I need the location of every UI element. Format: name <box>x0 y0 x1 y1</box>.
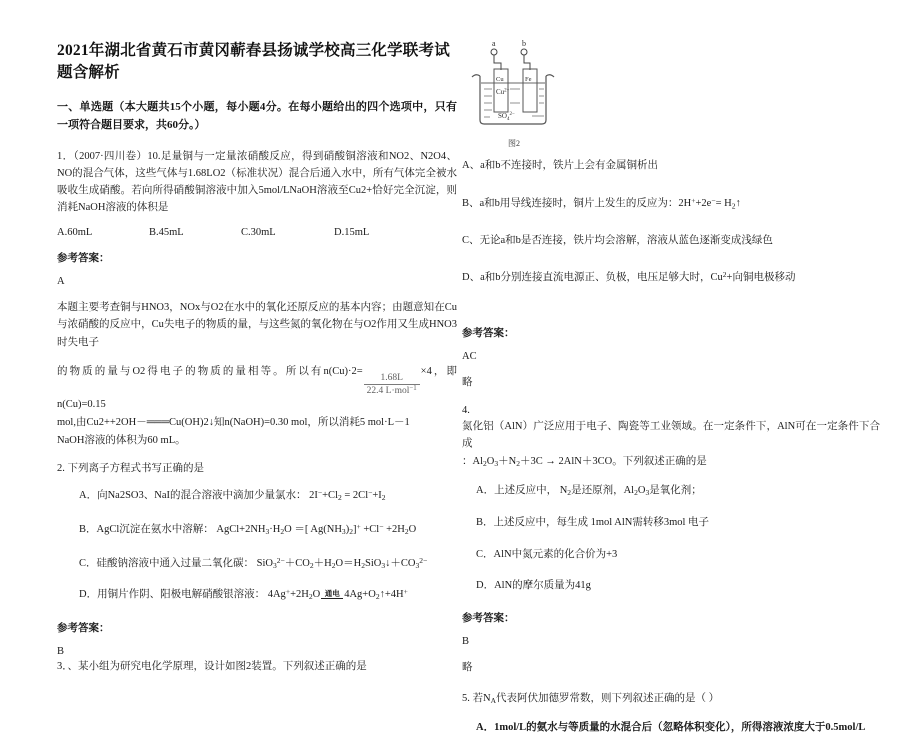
analysis-pre-fraction: 的物质的量与O2得电子的物质的量相等。所以有n(Cu)·2= <box>57 366 363 378</box>
page-title: 2021年湖北省黄石市黄冈蕲春县扬诚学校高三化学联考试题含解析 <box>57 42 450 82</box>
option-a-equation: $2I^-+Cl_2 = 2Cl^-+I_2$ <box>309 488 386 503</box>
fraction-numerator: 1.68L <box>364 373 420 385</box>
question-1-answer-value: A <box>57 275 65 287</box>
question-4-number: 4. <box>462 405 470 417</box>
option-d-prefix: D． <box>79 588 98 600</box>
question-2-option-a[interactable] <box>57 487 457 504</box>
question-1-option-b[interactable]: B.45mL <box>149 226 184 238</box>
option-b-text: AgCl沉淀在氨水中溶解： <box>96 524 214 536</box>
question-2-stem: 2. 下列离子方程式书写正确的是 <box>57 463 204 475</box>
question-2-answer-value: B <box>57 645 65 657</box>
question-3-answer-label: 参考答案： <box>462 328 515 340</box>
option-c-prefix: C． <box>79 558 97 570</box>
terminal-b-label: b <box>522 39 526 48</box>
option-c-text: 硅酸钠溶液中通入过量二氧化碳： <box>96 558 255 570</box>
question-4-answer-label: 参考答案： <box>462 613 515 625</box>
question-1-option-d[interactable]: D.15mL <box>334 226 370 238</box>
option-d-equation: $4Ag^++2H_2O$ 通电 $4Ag+O_2↑+4H^+$ <box>267 586 408 602</box>
question-3-answer-value: AC <box>462 351 477 363</box>
fraction-denominator <box>364 385 420 397</box>
question-1-stem: 1．（2007·四川卷）10.足量铜与一定量浓硝酸反应，得到硝酸铜溶液和NO2、N2O4、NO的混合气体，这些气体与1.68LO2（标准状况）混合后通入水中，所有气体完全被水吸收生成硝酸。若向所得硝酸铜溶液中加入5mol/LNaOH溶液至Cu2+恰好完全沉淀，则消耗NaOH溶液的体积是 <box>57 150 457 213</box>
question-5-option-a[interactable]: A．1mol/L的氨水与等质量的水混合后（忽略体积变化），所得溶液浓度大于0.5mol/L <box>476 722 866 734</box>
question-3-option-a[interactable]: A、a和b不连接时，铁片上会有金属铜析出 <box>462 160 658 171</box>
question-5-stem: 5. 若$N_A$代表阿伏加德罗常数，则下列叙述正确的是（ ） <box>462 693 720 706</box>
question-1-analysis-part3: mol,由Cu2++2OH－═══Cu(OH)2↓知n(NaOH)=0.30 mol，所以消耗5 mol·L－1 <box>57 416 410 428</box>
question-2-option-b[interactable] <box>57 521 457 538</box>
question-2-option-c[interactable] <box>57 555 457 572</box>
cation-label: $Cu^{2+}$ <box>496 88 510 96</box>
question-1-option-a[interactable]: A.60mL <box>57 226 93 238</box>
right-column <box>462 34 880 738</box>
question-4-answer-value: B <box>462 636 470 648</box>
question-3-option-c[interactable]: C、无论a和b是否连接，铁片均会溶解，溶液从蓝色逐渐变成浅绿色 <box>462 234 773 246</box>
question-3-stem: 3．、某小组为研究电化学原理，设计如图2装置。下列叙述正确的是 <box>57 660 367 672</box>
question-1-options <box>57 227 457 238</box>
left-column <box>57 40 457 685</box>
question-4-equation: ：$Al_2O_3+N_2+3C \to 2AlN+3CO$。下列叙述正确的是 <box>462 456 707 469</box>
question-3-analysis: 略 <box>462 377 473 389</box>
option-b-prefix: B． <box>79 524 97 536</box>
question-2-option-d[interactable] <box>57 586 457 603</box>
question-1-analysis-part1: 本题主要考查铜与HNO3，NOx与O2在水中的氧化还原反应的基本内容；由题意知在Cu与浓硝酸的反应中，Cu失电子的物质的量，与这些氮的氧化物在与O2作用又生成HNO3时失电子 <box>57 301 457 348</box>
electrode-cu-label: Cu <box>496 76 504 83</box>
question-1-option-c[interactable]: C.30mL <box>241 226 276 238</box>
terminal-a-label: a <box>492 39 496 48</box>
question-4-analysis: 略 <box>462 662 473 674</box>
analysis-post-fraction: ×4，即n(Cu)=0.15 <box>57 366 458 411</box>
question-1-analysis-part4: NaOH溶液的体积为60 mL。 <box>57 434 186 446</box>
fraction-denominator-exponent: −1 <box>409 384 417 392</box>
question-4-stem: 氮化铝（AlN）广泛应用于电子、陶瓷等工业领域。在一定条件下，AlN可在一定条件下合成 <box>462 421 880 450</box>
question-1-analysis-part2 <box>57 363 457 414</box>
question-3-option-d[interactable]: D、a和b分别连接直流电源正、负极，电压足够大时，$Cu^2+$向铜电极移动 <box>462 270 796 284</box>
anion-label: $SO_4^{2-}$ <box>498 112 515 122</box>
electrode-fe-label: Fe <box>525 76 532 83</box>
question-3-option-b[interactable]: B、a和b用导线连接时，铜片上发生的反应为：$2H^++2e^-= H_2↑$ <box>462 195 741 211</box>
molar-volume-fraction <box>364 373 420 397</box>
option-c-equation: $SiO_3^{2-}+CO_2+H_2O=H_2SiO_3↓+CO_3^{2-}$ <box>256 555 428 571</box>
question-4-option-b[interactable]: B．上述反应中，每生成 1mol AlN需转移3mol 电子 <box>476 516 710 528</box>
fraction-denominator-text: 22.4 L·mol <box>366 385 410 396</box>
question-2-answer-label: 参考答案： <box>57 622 110 634</box>
question-1-answer-label: 参考答案： <box>57 252 110 264</box>
option-a-prefix: A． <box>79 490 98 502</box>
question-4-option-d[interactable]: D．AlN的摩尔质量为41g <box>476 580 591 592</box>
option-b-equation: $AgCl+2NH_3\cdot H_2O$ ＝[ $Ag(NH_3)_2]^+ +Cl^- +2H_2O$ <box>216 521 417 537</box>
figure-caption: 图2 <box>508 139 520 148</box>
section-heading: 一、单选题（本大题共15个小题，每小题4分。在每小题给出的四个选项中，只有一项符合题目要求，共60分。） <box>57 100 457 131</box>
option-a-text: 向Na2SO3、NaI的混合溶液中滴加少量氯水： <box>97 490 307 502</box>
question-4-option-a[interactable]: A．上述反应中， $N_2$是还原剂，$Al_2O_3$是氧化剂； <box>476 485 702 498</box>
option-d-text: 用铜片作阴、阳极电解硝酸银溶液： <box>97 588 266 600</box>
question-4-option-c[interactable]: C．AlN中氮元素的化合价为+3 <box>476 548 618 560</box>
